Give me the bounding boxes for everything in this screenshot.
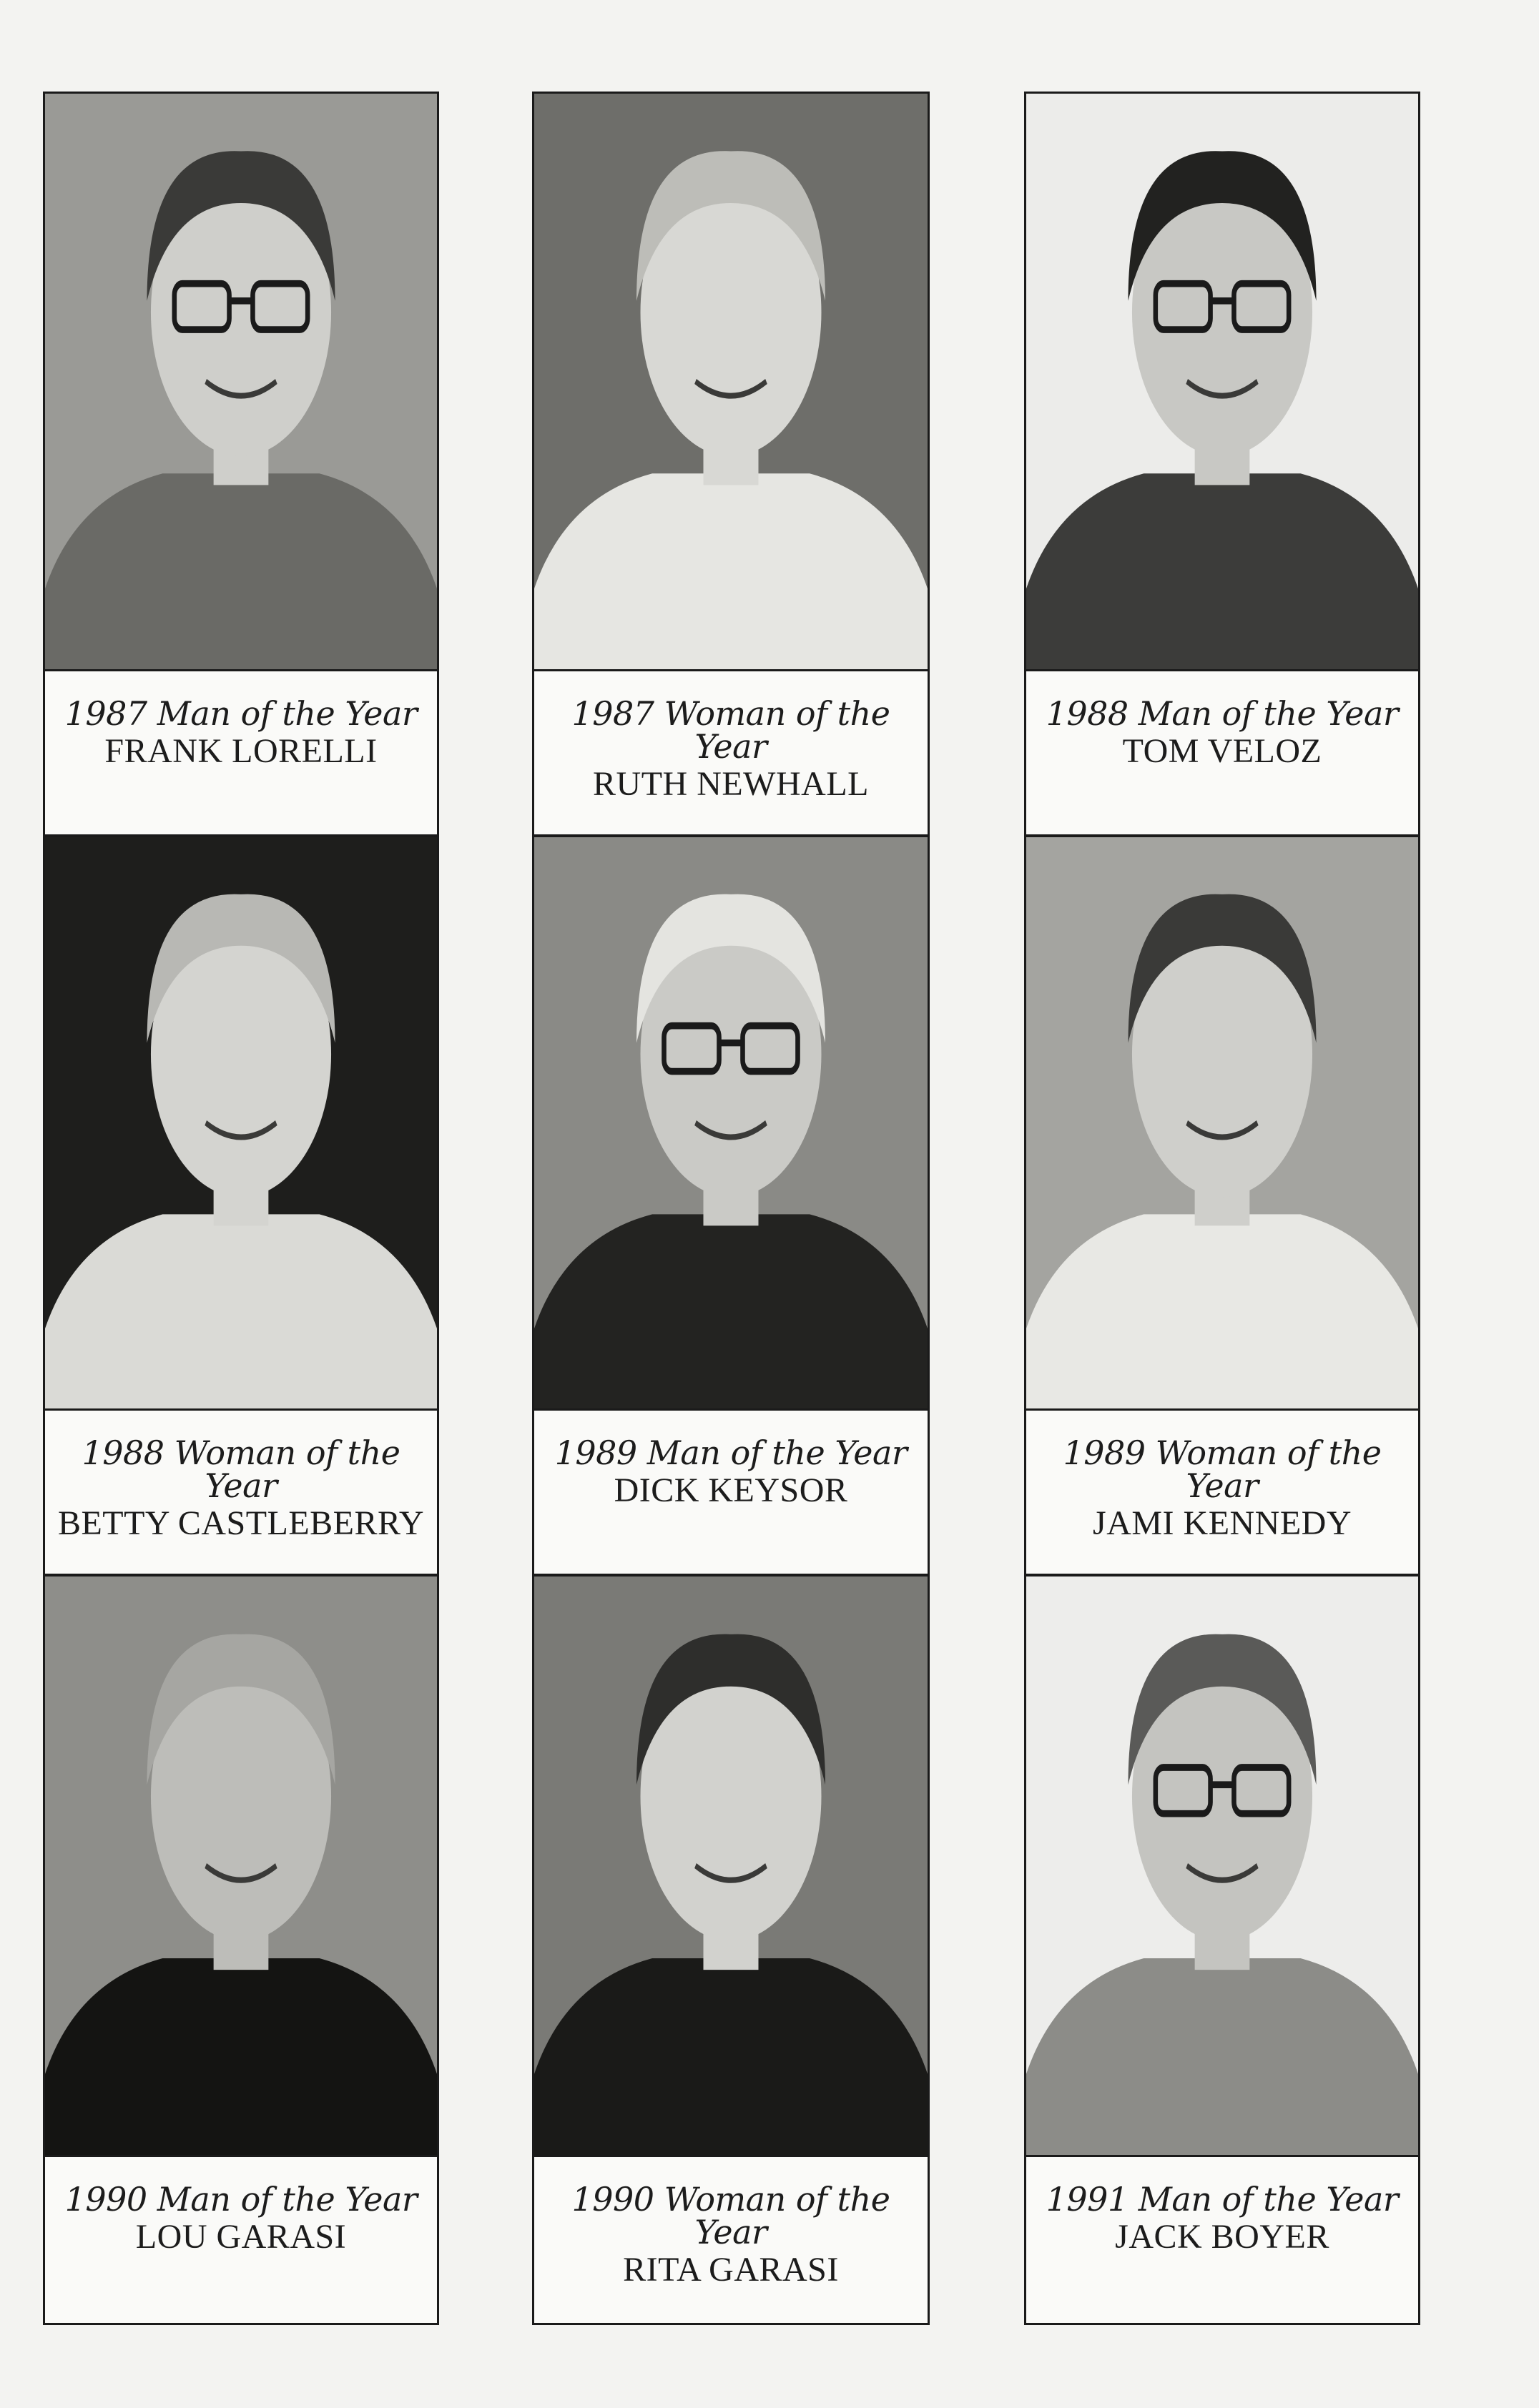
- shoulders: [534, 1958, 928, 2155]
- portrait-photo: [45, 837, 437, 1411]
- shoulders: [45, 1958, 437, 2155]
- shoulders: [1026, 1958, 1418, 2155]
- portrait-photo: [534, 1576, 928, 2157]
- award-title: 1991 Man of the Year: [1046, 2180, 1399, 2219]
- honoree-card-1989-woman: [1024, 835, 1420, 1576]
- award-title: 1989 Man of the Year: [554, 1434, 908, 1472]
- honoree-name: JACK BOYER: [1115, 2218, 1329, 2256]
- honoree-name: TOM VELOZ: [1122, 732, 1322, 770]
- caption: [1026, 2153, 1418, 2323]
- portrait-photo: [534, 837, 928, 1411]
- honoree-card-1990-man: [43, 1574, 439, 2325]
- award-title: 1987 Woman of the Year: [571, 694, 890, 766]
- shoulders: [534, 473, 928, 669]
- caption: [45, 1406, 437, 1574]
- honoree-card-1989-man: [532, 835, 930, 1576]
- honoree-name: RITA GARASI: [623, 2251, 839, 2289]
- award-title: 1988 Man of the Year: [1046, 694, 1399, 733]
- portrait-photo: [45, 1576, 437, 2157]
- honoree-name: RUTH NEWHALL: [593, 765, 869, 803]
- award-title: 1989 Woman of the Year: [1063, 1434, 1382, 1505]
- honoree-name: BETTY CASTLEBERRY: [57, 1504, 425, 1542]
- honoree-name: FRANK LORELLI: [104, 732, 378, 770]
- award-title: 1987 Man of the Year: [64, 694, 418, 733]
- award-title: 1990 Man of the Year: [64, 2180, 418, 2219]
- portrait-photo: [45, 94, 437, 671]
- honoree-card-1988-woman: [43, 835, 439, 1576]
- honoree-card-1988-man: [1024, 92, 1420, 837]
- shoulders: [534, 1214, 928, 1408]
- honoree-name: DICK KEYSOR: [614, 1471, 848, 1509]
- shoulders: [45, 1214, 437, 1408]
- honoree-card-1987-man: [43, 92, 439, 837]
- portrait-photo: [1026, 1576, 1418, 2157]
- honoree-card-1990-woman: [532, 1574, 930, 2325]
- portrait-photo: [1026, 94, 1418, 671]
- portrait-photo: [1026, 837, 1418, 1411]
- award-title: 1988 Woman of the Year: [82, 1434, 400, 1505]
- honoree-name: LOU GARASI: [135, 2218, 347, 2256]
- caption: [534, 1406, 928, 1574]
- caption: [45, 2153, 437, 2323]
- shoulders: [1026, 1214, 1418, 1408]
- caption: [1026, 667, 1418, 834]
- caption: [534, 667, 928, 834]
- honoree-card-1991-man: [1024, 1574, 1420, 2325]
- portrait-photo: [534, 94, 928, 671]
- caption: [1026, 1406, 1418, 1574]
- shoulders: [45, 473, 437, 669]
- shoulders: [1026, 473, 1418, 669]
- honoree-name: JAMI KENNEDY: [1093, 1504, 1352, 1542]
- honoree-card-1987-woman: [532, 92, 930, 837]
- award-title: 1990 Woman of the Year: [571, 2180, 890, 2251]
- caption: [45, 667, 437, 834]
- caption: [534, 2153, 928, 2323]
